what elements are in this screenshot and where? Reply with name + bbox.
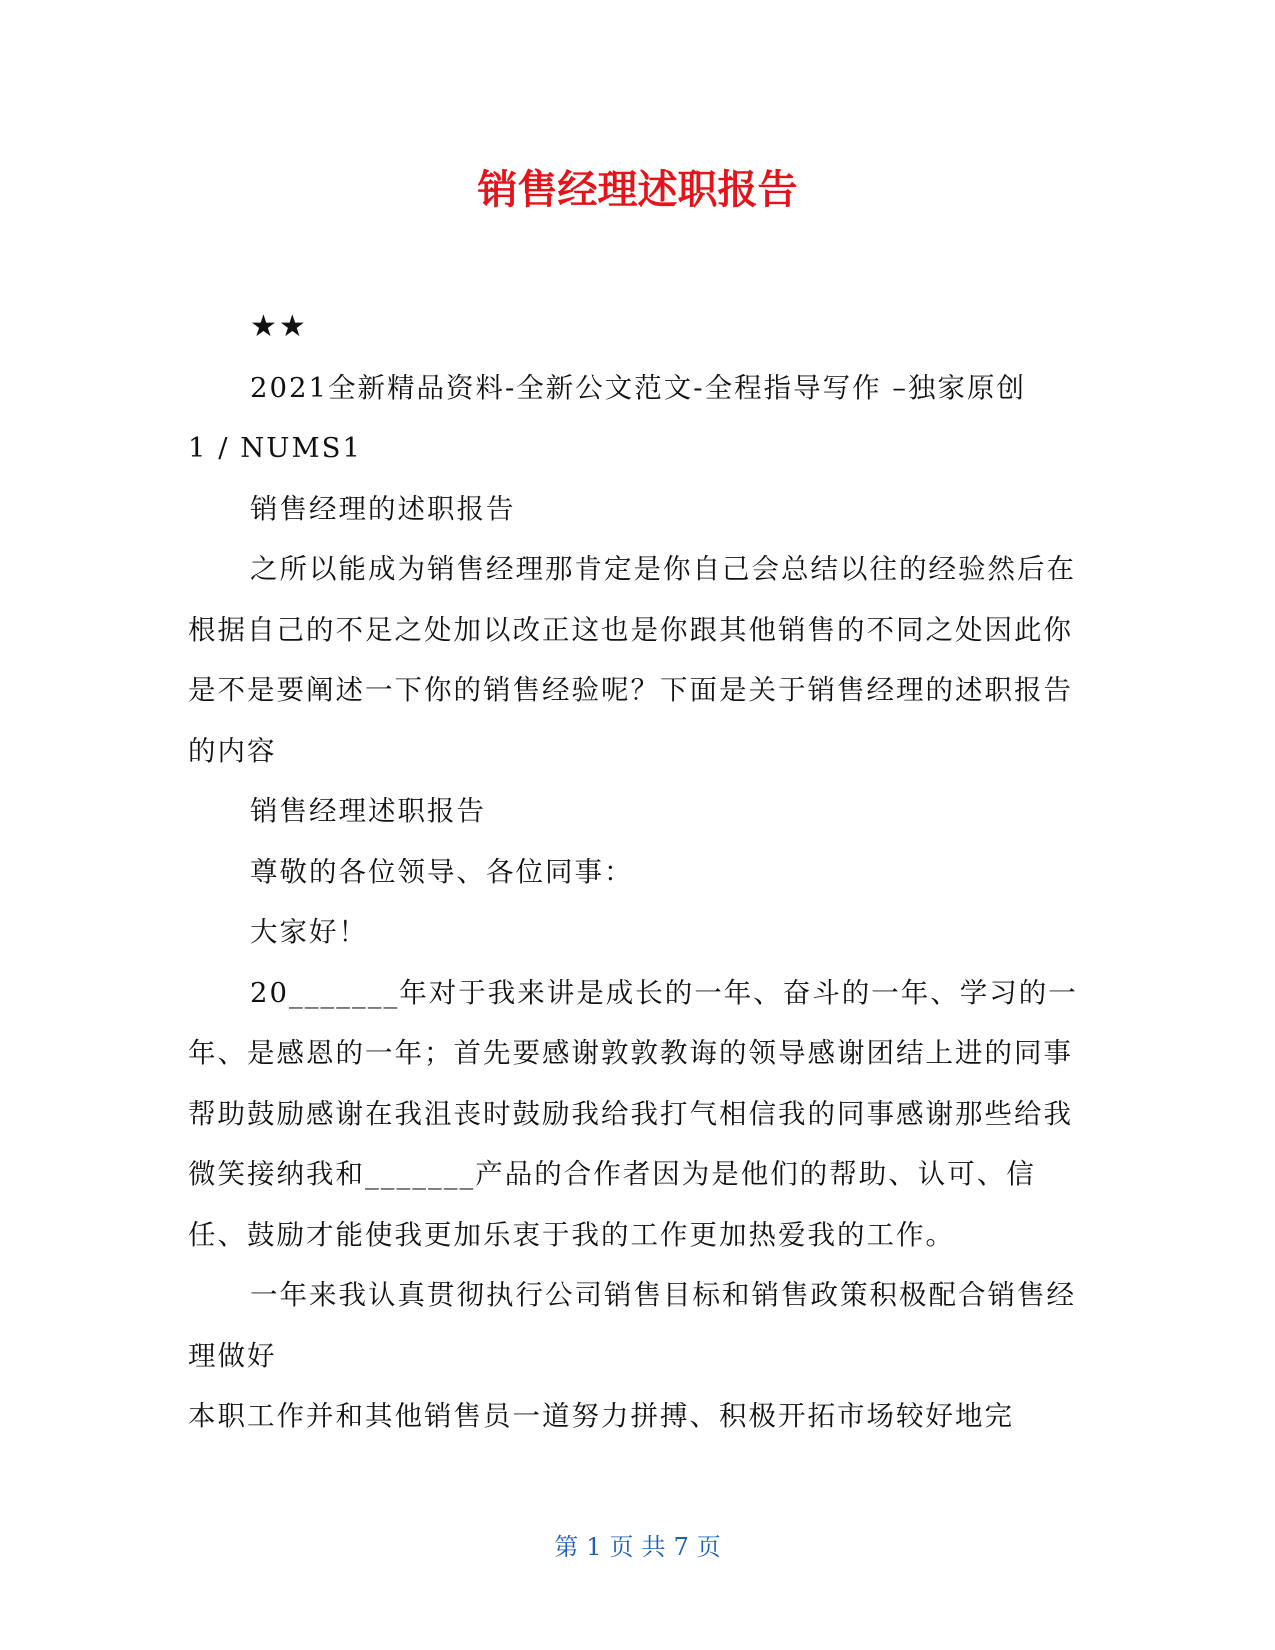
star-rating: ★★	[250, 309, 308, 344]
paragraph-last-line: 本职工作并和其他销售员一道努力拼搏、积极开拓市场较好地完	[188, 1400, 1014, 1432]
footer-ye2: 页	[696, 1533, 721, 1561]
footer-di: 第	[554, 1533, 579, 1561]
footer-total-pages: 7	[673, 1533, 689, 1561]
header-line: 2021全新精品资料-全新公文范文-全程指导写作 –独家原创	[250, 371, 1027, 404]
paragraph-6: 20_______年对于我来讲是成长的一年、奋斗的一年、学习的一年、是感恩的一年；首先要感谢敦敦教诲的领导感谢团结上进的同事帮助鼓励感谢在我沮丧时鼓励我给我打气相信我的同事感谢那些给我微笑接纳我和_______产品的合作者因为是他们的帮助、认可、信任、鼓励才能使我更加乐衷于我的工作更加热爱我的工作。	[188, 976, 1078, 1251]
paragraph-1: 销售经理的述职报告	[250, 492, 516, 525]
paragraph-7: 一年来我认真贯彻执行公司销售目标和销售政策积极配合销售经理做好	[188, 1279, 1076, 1372]
footer-current-page: 1	[586, 1533, 602, 1561]
footer-gong: 共	[641, 1533, 666, 1561]
paragraph-2: 之所以能成为销售经理那肯定是你自己会总结以往的经验然后在根据自己的不足之处加以改正这也是你跟其他销售的不同之处因此你是不是要阐述一下你的销售经验呢？下面是关于销售经理的述职报告的内容	[188, 553, 1076, 767]
footer-ye: 页	[609, 1533, 634, 1561]
document-title: 销售经理述职报告	[477, 167, 798, 213]
paragraph-4: 尊敬的各位领导、各位同事：	[250, 855, 634, 888]
page-footer	[0, 1532, 1275, 1562]
paragraph-3: 销售经理述职报告	[250, 795, 486, 827]
page-marker: 1 / NUMS1	[188, 432, 362, 464]
paragraph-5: 大家好！	[250, 916, 368, 948]
document-body	[188, 297, 1078, 1447]
